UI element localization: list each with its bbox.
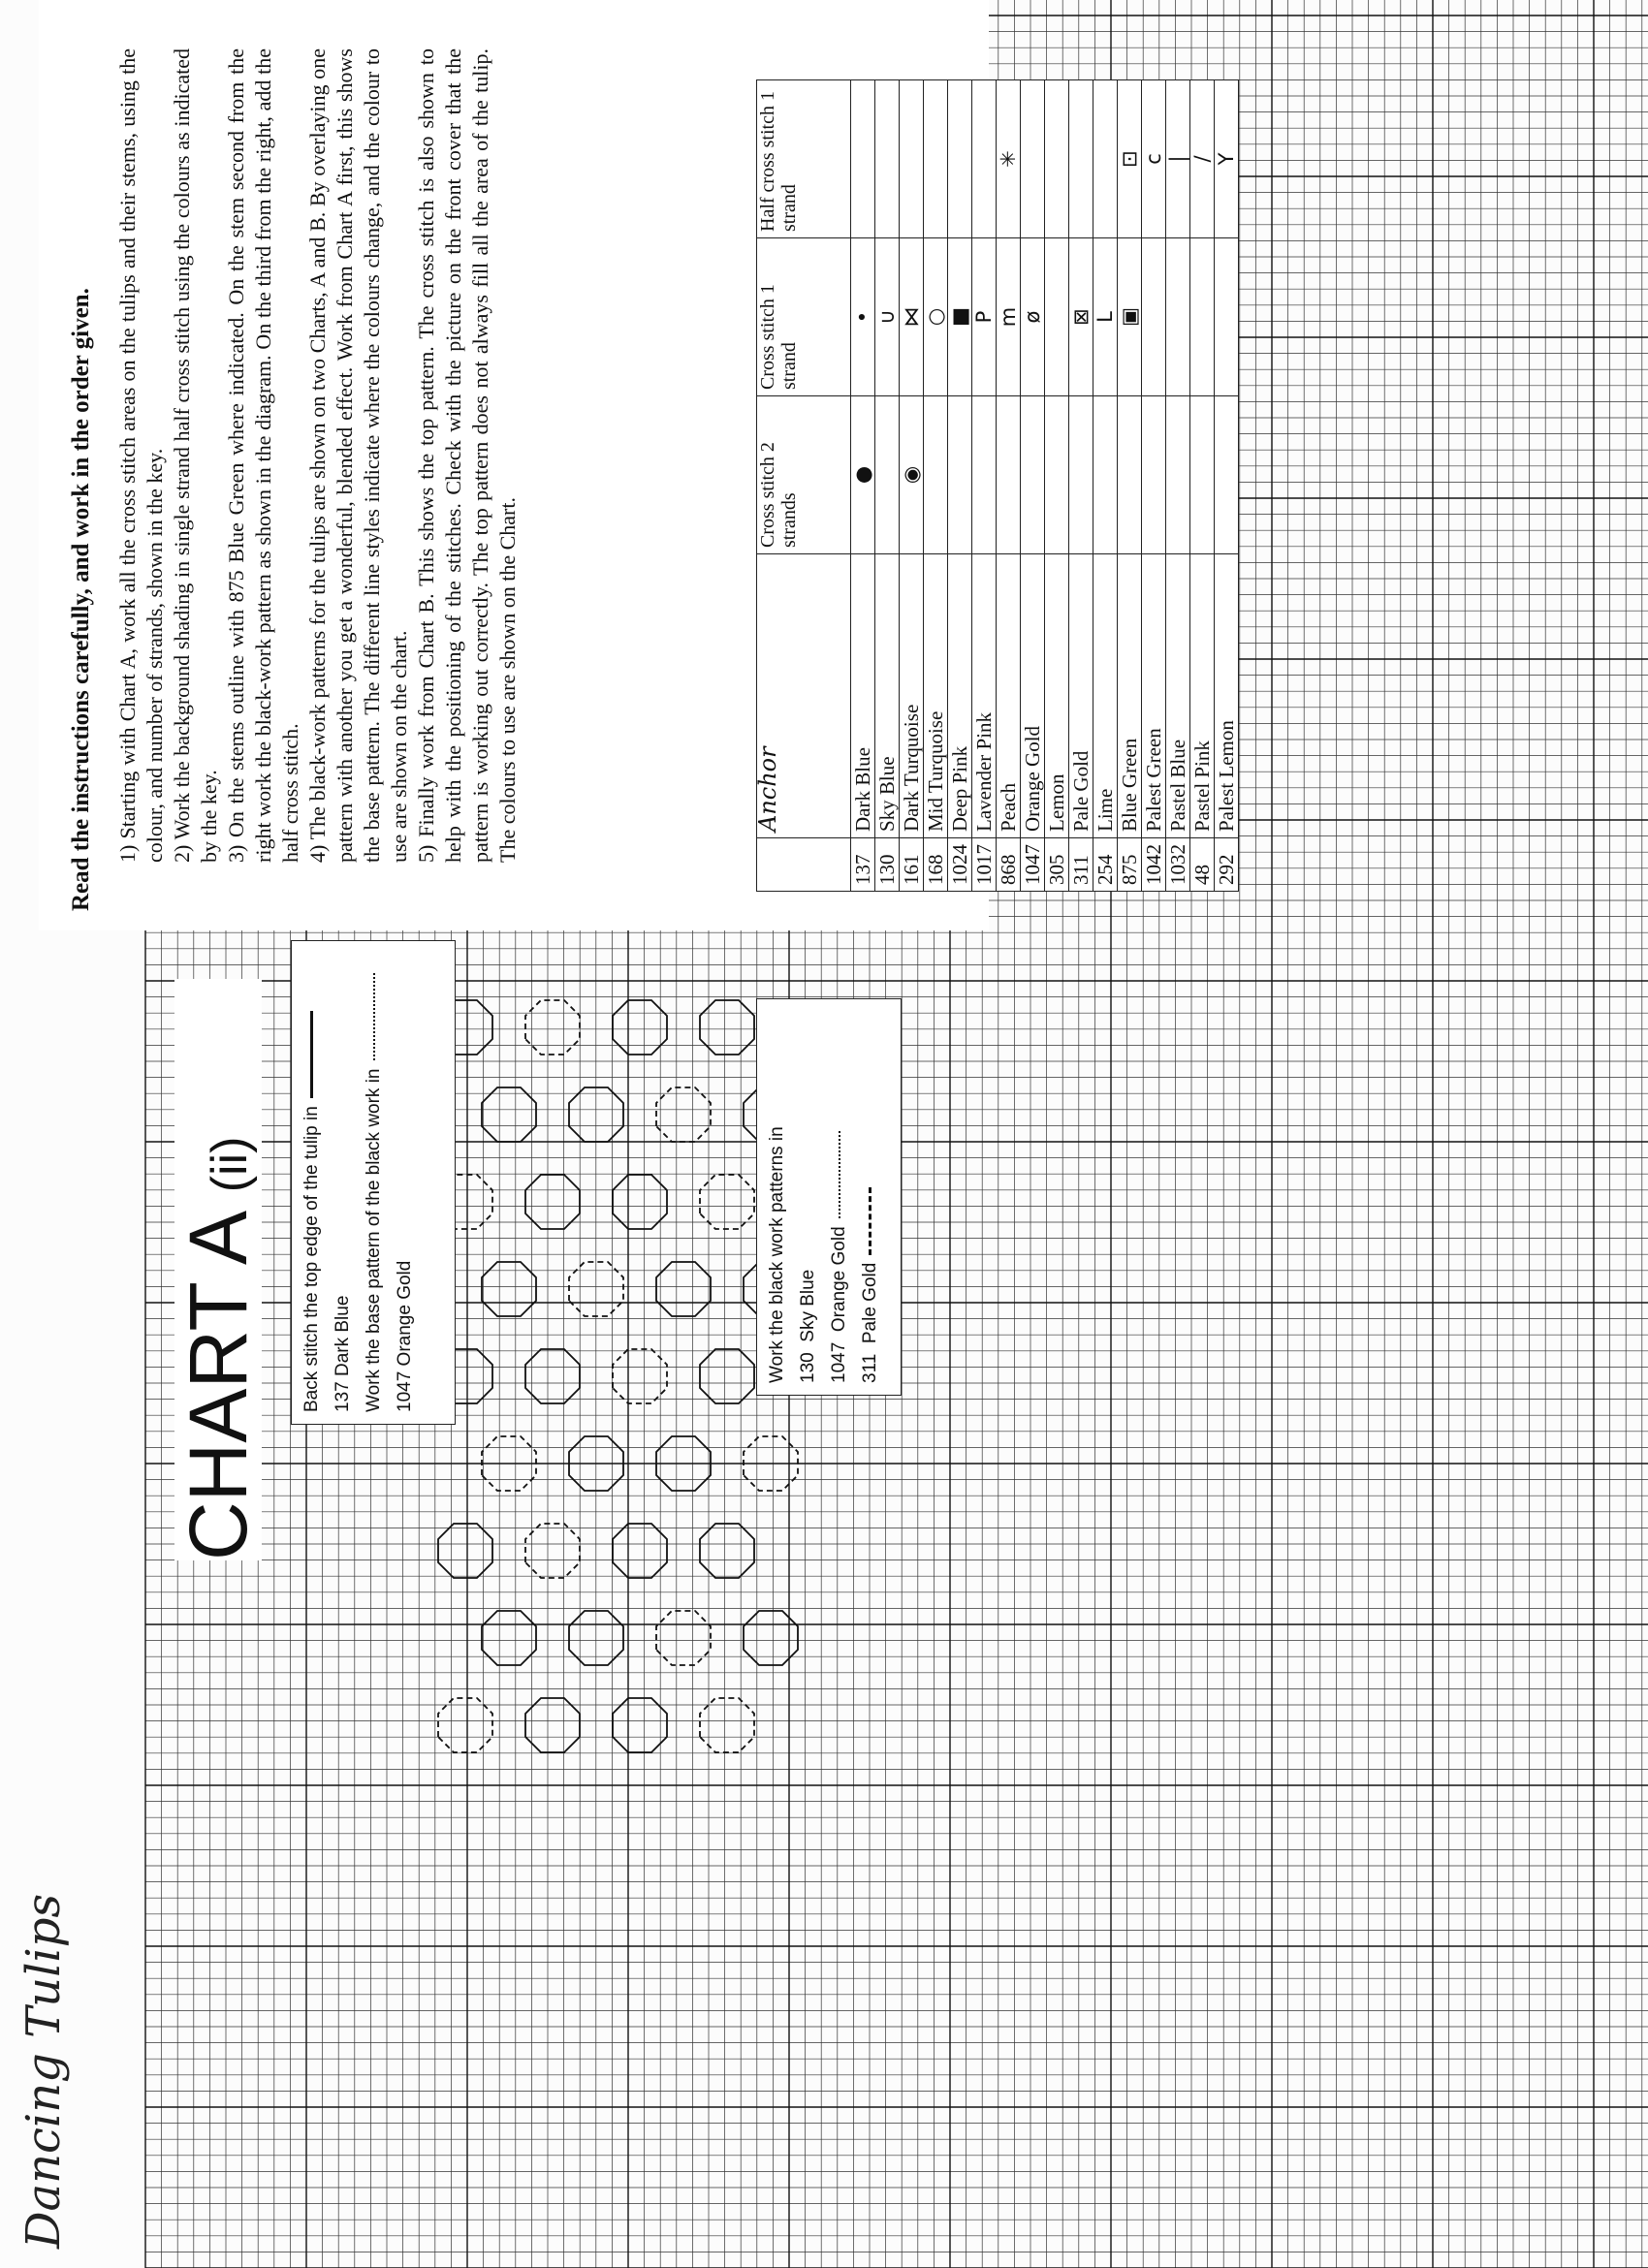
key-symbol-cs2 xyxy=(1021,396,1045,554)
key-code: 1017 xyxy=(972,838,997,892)
key-colour-name: Lime xyxy=(1093,554,1118,838)
colour-code: 130 xyxy=(798,1352,818,1383)
key-colour-name: Peach xyxy=(997,554,1021,838)
key-colour-name: Pale Gold xyxy=(1069,554,1093,838)
key-code: 254 xyxy=(1093,838,1118,892)
key-symbol-cs2 xyxy=(1190,396,1215,554)
dashed-line-legend xyxy=(869,1187,872,1255)
instruction-step xyxy=(169,48,223,872)
black-work-note xyxy=(756,998,902,1396)
key-symbol-half xyxy=(1021,80,1045,238)
blackwork-octagon xyxy=(525,1175,580,1229)
blackwork-octagon xyxy=(700,1000,754,1055)
key-symbol-cs2 xyxy=(1093,396,1118,554)
key-code: 875 xyxy=(1118,838,1142,892)
key-symbol-cs1: ■ xyxy=(948,238,972,396)
blackwork-motif xyxy=(438,1000,798,1752)
key-symbol-cs2 xyxy=(1045,396,1069,554)
blackwork-octagon xyxy=(482,1262,536,1316)
dotted-line-legend xyxy=(839,1131,840,1218)
blackwork-octagon xyxy=(438,1698,492,1752)
key-colour-name: Mid Turquoise xyxy=(924,554,948,838)
key-code: 1024 xyxy=(948,838,972,892)
key-colour-name: Dark Turquoise xyxy=(900,554,924,838)
colour-code: 311 xyxy=(860,1353,880,1383)
key-symbol-cs1: P xyxy=(972,238,997,396)
step-text: Work the background shading in single strand half cross stitch using the colours as indicated by the key. xyxy=(170,48,221,863)
key-code: 48 xyxy=(1190,838,1215,892)
key-colour-name: Palest Lemon xyxy=(1215,554,1239,838)
blackwork-octagon xyxy=(438,1524,492,1578)
key-header-brand xyxy=(754,554,851,838)
key-code: 1042 xyxy=(1142,838,1166,892)
key-symbol-cs2 xyxy=(1069,396,1093,554)
key-symbol-cs1: ø xyxy=(1021,238,1045,396)
key-symbol-cs2 xyxy=(1142,396,1166,554)
key-row xyxy=(851,80,875,892)
key-code: 168 xyxy=(924,838,948,892)
back-stitch-colour: 137 Dark Blue xyxy=(333,1295,353,1412)
blackwork-octagon xyxy=(656,1087,711,1142)
instruction-step xyxy=(223,48,304,872)
key-code: 305 xyxy=(1045,838,1069,892)
key-symbol-cs1 xyxy=(1215,238,1239,396)
key-symbol-cs1: ∪ xyxy=(875,238,900,396)
key-symbol-half xyxy=(948,80,972,238)
key-symbol-half xyxy=(851,80,875,238)
blackwork-octagon xyxy=(700,1349,754,1403)
dotted-line-legend xyxy=(373,974,375,1061)
blackwork-octagon xyxy=(525,1524,580,1578)
instructions-heading: Read the instructions carefully, and work in the order given. xyxy=(68,288,94,911)
key-row xyxy=(1021,80,1045,892)
key-symbol-half xyxy=(1093,80,1118,238)
anchor-signature: Anchor xyxy=(754,746,781,832)
key-symbol-cs1: m xyxy=(997,238,1021,396)
key-symbol-cs2: ● xyxy=(851,396,875,554)
blackwork-octagon xyxy=(482,1087,536,1142)
key-code: 868 xyxy=(997,838,1021,892)
blackwork-octagon xyxy=(700,1698,754,1752)
key-colour-name: Lavender Pink xyxy=(972,554,997,838)
key-row xyxy=(1190,80,1215,892)
key-row xyxy=(1069,80,1093,892)
key-colour-name: Dark Blue xyxy=(851,554,875,838)
step-text: On the stems outline with 875 Blue Green where indicated. On the stem second from the right work the black-work pattern as shown in the diagram. On the third from the right, add the half cross stitch. xyxy=(224,47,302,863)
blackwork-octagon xyxy=(656,1262,711,1316)
key-colour-name: Pastel Pink xyxy=(1190,554,1215,838)
key-colour-name: Orange Gold xyxy=(1021,554,1045,838)
key-row xyxy=(1093,80,1118,892)
key-header-code xyxy=(757,838,851,892)
key-header-cs1: Cross stitch 1 strand xyxy=(757,238,851,396)
key-symbol-half: ⊡ xyxy=(1118,80,1142,238)
key-symbol-cs1 xyxy=(1142,238,1166,396)
instruction-step xyxy=(114,48,169,872)
key-symbol-half xyxy=(900,80,924,238)
key-code: 130 xyxy=(875,838,900,892)
blackwork-octagon xyxy=(613,1175,667,1229)
key-symbol-cs2: ◉ xyxy=(900,396,924,554)
key-symbol-cs1: L xyxy=(1093,238,1118,396)
key-code: 1032 xyxy=(1166,838,1190,892)
key-symbol-half: / xyxy=(1190,80,1215,238)
key-colour-name: Lemon xyxy=(1045,554,1069,838)
blackwork-octagon xyxy=(482,1611,536,1665)
blackwork-octagon xyxy=(700,1175,754,1229)
base-pattern-colour: 1047 Orange Gold xyxy=(395,1260,415,1412)
key-symbol-half: ✳ xyxy=(997,80,1021,238)
back-stitch-note xyxy=(291,940,456,1425)
key-symbol-half xyxy=(972,80,997,238)
key-symbol-cs1: ▣ xyxy=(1118,238,1142,396)
chart-title-main: CHART A xyxy=(173,1214,264,1560)
key-code: 292 xyxy=(1215,838,1239,892)
key-symbol-cs2 xyxy=(972,396,997,554)
colour-name: Orange Gold xyxy=(829,1226,849,1333)
colour-key-table xyxy=(756,79,1239,892)
key-row xyxy=(948,80,972,892)
step-number: 1) xyxy=(115,844,140,863)
black-work-text: Work the black work patterns in xyxy=(767,1126,787,1383)
blackwork-octagon xyxy=(525,1698,580,1752)
blackwork-octagon xyxy=(613,1000,667,1055)
step-number: 2) xyxy=(170,844,194,863)
key-row xyxy=(997,80,1021,892)
step-text: The black-work patterns for the tulips are shown on two Charts, A and B. By overlaying one pattern with another you get a wonderful, blended effect. Work from Chart A first, this shows the base pattern. The different line styles indicate where the colours change, and the colour to use are shown on the chart. xyxy=(305,48,411,863)
blackwork-octagon xyxy=(525,1349,580,1403)
key-colour-name: Blue Green xyxy=(1118,554,1142,838)
instruction-step xyxy=(304,48,413,872)
key-symbol-half xyxy=(924,80,948,238)
key-row xyxy=(1142,80,1166,892)
blackwork-octagon xyxy=(700,1524,754,1578)
key-symbol-cs1 xyxy=(1190,238,1215,396)
key-colour-name: Deep Pink xyxy=(948,554,972,838)
base-pattern-text: Work the base pattern of the black work in xyxy=(364,1068,384,1412)
key-symbol-cs1: ○ xyxy=(924,238,948,396)
blackwork-octagon xyxy=(656,1611,711,1665)
blackwork-octagon xyxy=(613,1698,667,1752)
step-number: 4) xyxy=(305,844,330,863)
key-symbol-cs2 xyxy=(1215,396,1239,554)
key-symbol-half: | xyxy=(1166,80,1190,238)
blackwork-octagon xyxy=(613,1349,667,1403)
key-row xyxy=(1215,80,1239,892)
key-row xyxy=(972,80,997,892)
chart-title xyxy=(174,979,262,1560)
blackwork-octagon xyxy=(525,1000,580,1055)
key-row xyxy=(924,80,948,892)
step-text: Starting with Chart A, work all the cross stitch areas on the tulips and their stems, using the colour, and number of strands, shown in the key. xyxy=(115,47,167,863)
colour-code: 1047 xyxy=(829,1341,849,1383)
key-header-cs2: Cross stitch 2 strands xyxy=(757,396,851,554)
key-header-half: Half cross stitch 1 strand xyxy=(757,80,851,238)
key-colour-name: Palest Green xyxy=(1142,554,1166,838)
key-code: 137 xyxy=(851,838,875,892)
key-code: 311 xyxy=(1069,838,1093,892)
key-header-row xyxy=(757,80,851,892)
blackwork-octagon xyxy=(613,1524,667,1578)
solid-line-legend xyxy=(310,1011,313,1098)
key-row xyxy=(1118,80,1142,892)
key-symbol-cs2 xyxy=(875,396,900,554)
step-number: 5) xyxy=(414,844,438,863)
key-symbol-cs2 xyxy=(924,396,948,554)
key-symbol-cs2 xyxy=(997,396,1021,554)
key-row xyxy=(875,80,900,892)
page-title: Dancing Tulips xyxy=(16,1893,71,2249)
key-code: 161 xyxy=(900,838,924,892)
instruction-step xyxy=(413,48,522,872)
key-symbol-cs1 xyxy=(1045,238,1069,396)
key-symbol-cs2 xyxy=(948,396,972,554)
key-colour-name: Sky Blue xyxy=(875,554,900,838)
key-symbol-half xyxy=(1069,80,1093,238)
back-stitch-text: Back stitch the top edge of the tulip in xyxy=(301,1106,322,1412)
key-symbol-cs1 xyxy=(1166,238,1190,396)
chart-title-sub: (ii) xyxy=(202,1136,258,1193)
key-symbol-cs2 xyxy=(1166,396,1190,554)
key-symbol-half xyxy=(1045,80,1069,238)
key-symbol-cs1: ⊠ xyxy=(1069,238,1093,396)
key-symbol-half: c xyxy=(1142,80,1166,238)
key-symbol-half xyxy=(875,80,900,238)
colour-name: Sky Blue xyxy=(798,1269,818,1342)
key-row xyxy=(1045,80,1069,892)
key-row xyxy=(1166,80,1190,892)
step-number: 3) xyxy=(224,844,248,863)
key-symbol-cs1: ⋈ xyxy=(900,238,924,396)
colour-name: Pale Gold xyxy=(860,1262,880,1344)
key-code: 1047 xyxy=(1021,838,1045,892)
step-text: Finally work from Chart B. This shows the top pattern. The cross stitch is also shown to help with the positioning of the stitches. Check with the picture on the front cover that the pattern is working out correctly. The top pattern does not always fill all the area of the tulip. The colours to use are shown on the Chart. xyxy=(414,48,520,863)
key-symbol-cs1: • xyxy=(851,238,875,396)
key-colour-name: Pastel Blue xyxy=(1166,554,1190,838)
key-symbol-half: Y xyxy=(1215,80,1239,238)
key-row xyxy=(900,80,924,892)
key-symbol-cs2 xyxy=(1118,396,1142,554)
